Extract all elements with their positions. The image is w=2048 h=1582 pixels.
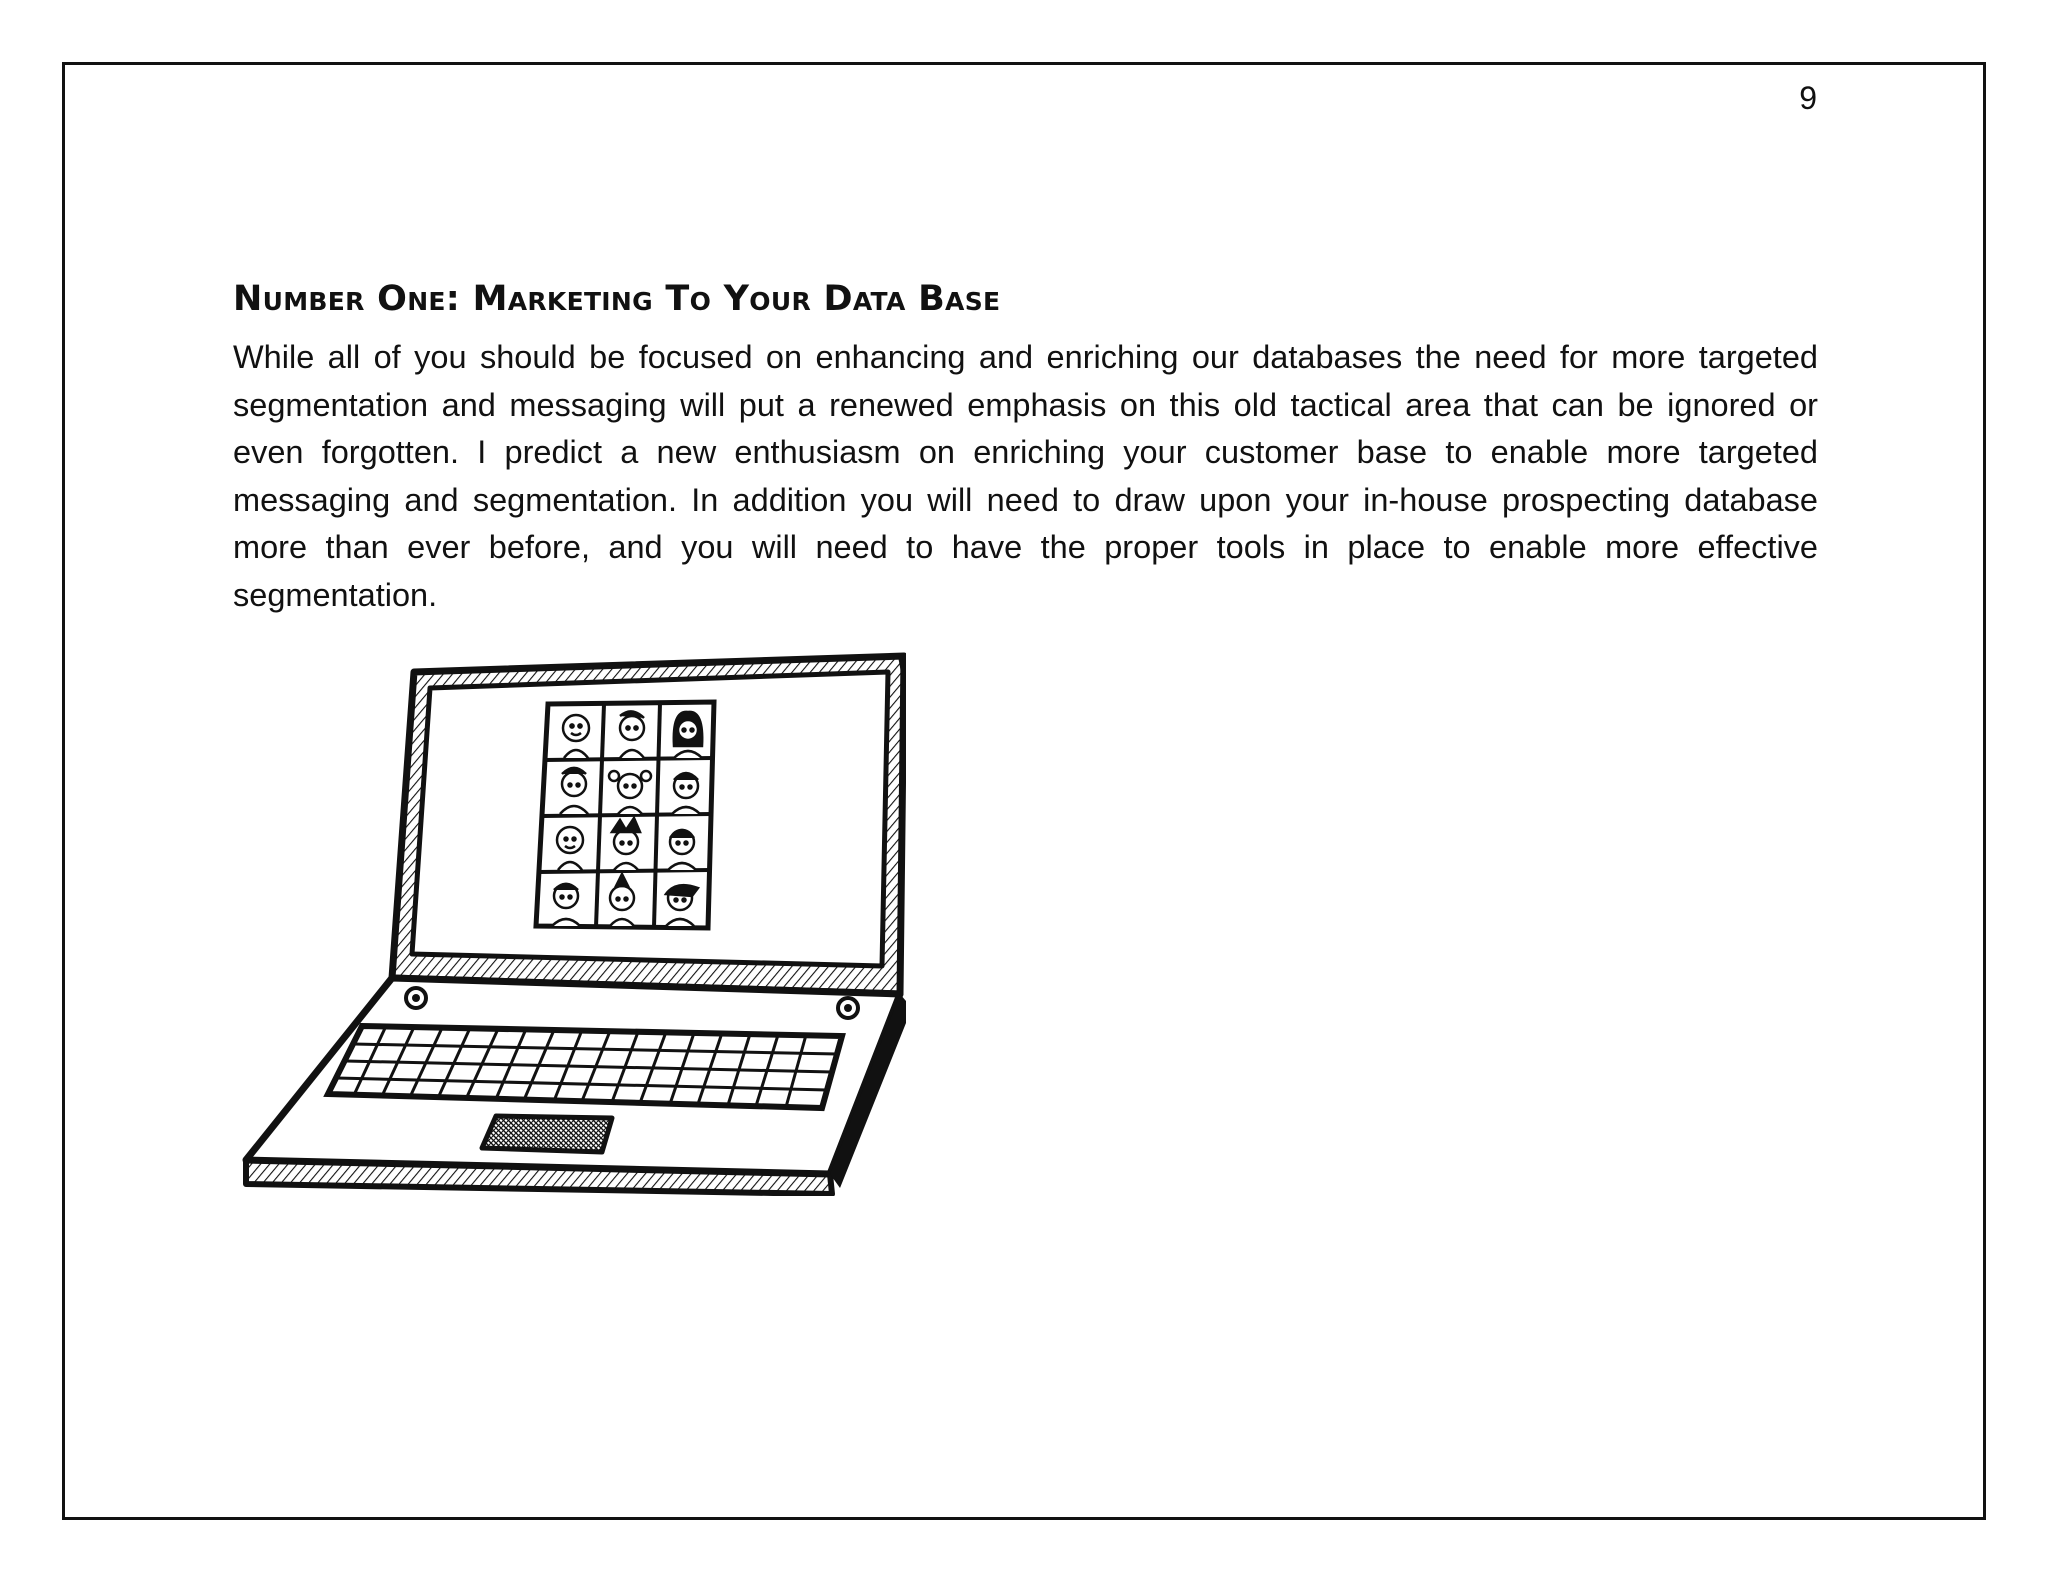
touchpad — [482, 1116, 612, 1152]
section-heading: Number One: Marketing To Your Data Base — [233, 279, 1001, 319]
body-paragraph: While all of you should be focused on enhancing and enriching our databases the need for more targeted segmentation and messaging will put a renewed emphasis on this old tactical area that can be ignored or even forgotten. I predict a new enthusiasm on enriching your customer base to enable more targeted messaging and segmentation. In addition you will need to draw upon your in-house prospecting database more than ever before, and you will need to have the proper tools in place to enable more effective segmentation. — [233, 339, 1818, 613]
keyboard — [328, 1026, 842, 1108]
laptop-illustration — [236, 648, 906, 1196]
page-number: 9 — [1799, 80, 1817, 116]
